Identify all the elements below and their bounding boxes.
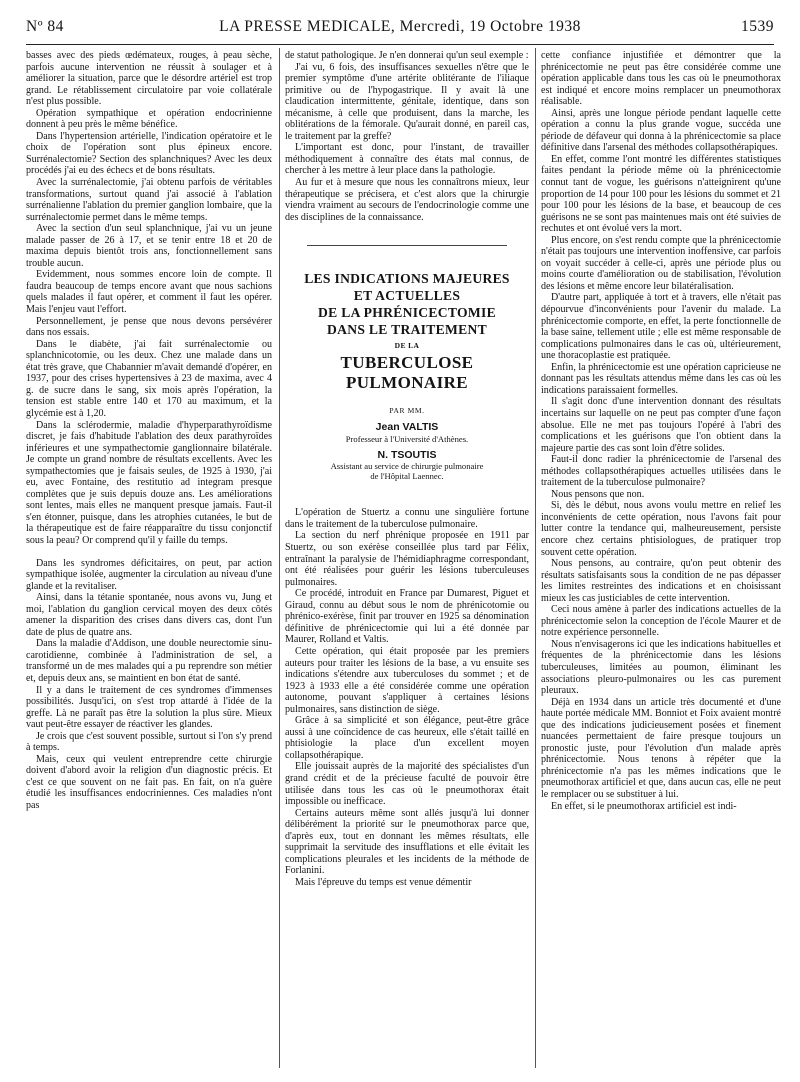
paragraph: Mais, ceux qui veulent entreprendre cette chirurgie doivent d'abord avoir la religion d'un diagnostic précis. Et c'est ce que souvent on ne fait pas. En fait, on n'a guère étudié les insuffisances endocriniennes. Ces maladies n'ont pas <box>26 753 272 811</box>
paragraph: Ainsi, dans la tétanie spontanée, nous avons vu, Jung et moi, l'ablation du ganglion cervical moyen des deux côtés amener la disparition des crises dans divers cas, dont l'un date de plus de quatre ans. <box>26 592 272 638</box>
paragraph: Je crois que c'est souvent possible, surtout si l'on s'y prend à temps. <box>26 730 272 754</box>
header-rule <box>26 44 774 45</box>
paragraph: Dans la sclérodermie, maladie d'hyperparathyroïdisme discret, je fais d'habitude l'ablation des deux parathyroïdes inférieures et une sympathectomie ganglionnaire bilatérale. Je compte un grand nombre de résultats excellents. Avec les sympathectomies que je faisais seules, de 1925 à 1930, j'ai eu, avec Fontaine, des restitutio ad integram presque complètes que je suis depuis douze ans. Les améliorations sont lentes, mais elles ne manquent presque jamais. Faut-il s'en étonner, puisque, dans les atrophies cutanées, le but de la thérapeutique est de faire réapparaître du tissu conjonctif sous la peau? Or comprend qu'il y faille du temps. <box>26 419 272 546</box>
column-2 <box>285 50 529 888</box>
paragraph: Plus encore, on s'est rendu compte que la phrénicectomie n'était pas toujours une intervention inoffensive, car parfois on voyait succéder à celle-ci, après une période plus ou moins courte d'amélioration ou de stabilisation, l'évolution des lésions et même encore leur bilatéralisation. <box>541 234 781 292</box>
column-3 <box>541 50 781 812</box>
paragraph: Elle jouissait auprès de la majorité des spécialistes d'un grand crédit et de la précieuse faculté de pouvoir être utilisée dans tous les cas où le pneumothorax était impossible ou inefficace. <box>285 761 529 808</box>
paragraph: L'opération de Stuertz a connu une singulière fortune dans le traitement de la tuberculose pulmonaire. <box>285 507 529 530</box>
author-affiliation: Professeur à l'Université d'Athènes. <box>345 433 469 444</box>
paragraph: Ce procédé, introduit en France par Dumarest, Piguet et Giraud, connu au début sous le nom de phrénicotomie ou phrénico-exérèse, finit par trouver en 1925 sa dénomination définitive de phrénicectomie qui lui a été donnée par Maurer, Rolland et Valtis. <box>285 588 529 646</box>
author-affiliation: Assistant au service de chirurgie pulmonaire <box>330 461 484 472</box>
paragraph: La section du nerf phrénique proposée en 1911 par Stuertz, ou son exérèse conseillée plus tard par Félix, entraînant la paralysie de l'hémidiaphragme correspondant, ont été réalisées pour guérir les lésions tuberculeuses pulmonaires. <box>285 530 529 588</box>
author-name: Jean VALTIS <box>375 421 439 434</box>
paragraph: Nous pensons que non. <box>551 488 645 500</box>
article-heading <box>285 245 529 481</box>
article-title-line: ET ACTUELLES <box>353 288 461 304</box>
paragraph: Faut-il donc radier la phrénicectomie de l'arsenal des méthodes collapsothérapiques actuelles utilisées dans le traitement de la tuberculose pulmonaire? <box>541 454 781 489</box>
paragraph: Opération sympathique et opération endocrinienne donnent à peu près le même bénéfice. <box>26 107 272 131</box>
paragraph: Il y a dans le traitement de ces syndromes d'immenses possibilités. Jusqu'ici, on s'est trop attardé à l'idée de la greffe. Là ne paraît pas être la solution la plus sûre. Mieux vaut peut-être essayer de réactiver les glandes. <box>26 684 272 731</box>
paragraph: Nous pensons, au contraire, qu'on peut obtenir des résultats satisfaisants sous la condition de ne pas dépasser les limites restreintes des indications et en choisissant mieux les cas justiciables de cette intervention. <box>541 558 781 604</box>
paragraph: Grâce à sa simplicité et son élégance, peut-être grâce aussi à une coïncidence de cas heureux, elle s'était taillé en phtisiologie la place d'un excellent moyen collapsothérapique. <box>285 715 529 761</box>
paragraph: Avec la surrénalectomie, j'ai obtenu parfois de véritables transformations, surtout quand j'ai associé à l'ablation surrénalienne l'ablation du premier ganglion lombaire, que la surrénalectomie permet dans le même temps. <box>26 177 272 223</box>
paragraph: Il s'agit donc d'une intervention donnant des résultats incertains sur laquelle on ne peut pas compter d'une façon absolue. Elle ne met pas toujours l'opéré à l'abri des complications et les guérisons que l'on obtient dans la majeure partie des cas sont loin d'être solides. <box>541 396 781 454</box>
paragraph: Ainsi, après une longue période pendant laquelle cette opération a connu la plus grande vogue, succéda une période de défaveur qui donna à la phrénicectomie sa place définitive dans l'arsenal des méthodes collapsothérapiques. <box>541 107 781 154</box>
paragraph: basses avec des pieds œdémateux, rouges, à peau sèche, parfois aucune intervention ne réussit à soulager et à améliorer la situation, parce que le désordre artériel est trop grand. Le rétablissement circulatoire par voie collatérale n'est plus possible. <box>26 50 272 108</box>
paragraph: Cette opération, qui était proposée par les premiers auteurs pour traiter les lésions de la base, a vu ensuite ses indications s'étendre aux tuberculoses du sommet ; et de 1923 à 1933 elle a été considérée comme une opération autonome, pouvant s'appliquer à certaines lésions pulmonaires, sans distinction de siège. <box>285 645 529 715</box>
page-number-right: 1539 <box>741 18 774 35</box>
paragraph: Certains auteurs même sont allés jusqu'à lui donner délibérément la priorité sur le pneumothorax parce que, d'après eux, tout en donnant les mêmes résultats, elle supprimait la servitude des insufflations et elle évitait les complications pleurales et les incidents de la méthode de Forlanini. <box>285 807 529 877</box>
paragraph: Dans les syndromes déficitaires, on peut, par action sympathique isolée, augmenter la circulation au niveau d'une glande et la revitaliser. <box>26 557 272 592</box>
paragraph: En effet, si le pneumothorax artificiel est indi- <box>551 800 737 812</box>
column-1 <box>26 50 272 812</box>
paragraph: Enfin, la phrénicectomie est une opération capricieuse ne donnant pas les résultats attendus même dans les cas où les indications paraissaient formelles. <box>541 361 781 396</box>
paragraph: En effet, comme l'ont montré les différentes statistiques faites pendant la période même où la phrénicectomie connut tant de vogue, les guérisons n'atteignirent qu'une proportion de 14 pour 100 pour les lésions du sommet et 21 pour 100 pour les lésions de la base, et beaucoup de ces guérisons ne se sont pas maintenues mais ont été suivies de rechutes et ont évolué vers la mort. <box>541 153 781 235</box>
column-divider <box>279 48 280 1068</box>
article-title-line: LES INDICATIONS MAJEURES <box>304 271 510 287</box>
article-title-connector: DE LA <box>394 341 420 351</box>
journal-title: LA PRESSE MEDICALE, Mercredi, 19 Octobre 1938 <box>219 18 581 35</box>
paragraph: Au fur et à mesure que nous les connaîtrons mieux, leur thérapeutique se précisera, et c'est alors que la chirurgie viendra vraiment au secours de l'endocrinologie comme une des disciplines de la connaissance. <box>285 177 529 223</box>
author-affiliation: de l'Hôpital Laennec. <box>370 471 444 482</box>
paragraph: cette confiance injustifiée et démontrer que la phrénicectomie ne peut pas être considérée comme une opération applicable dans tous les cas où le pneumothorax est indiqué et encore moins remplacer un pneumothorax réalisable. <box>541 50 781 108</box>
paragraph: J'ai vu, 6 fois, des insuffisances sexuelles n'être que le premier symptôme d'une artérite oblitérante de l'iliaque primitive ou de l'hypogastrique. Il y avait là une claudication intermittente, génitale, identique, dans son mécanisme, à celle que produisent, dans la marche, les oblitérations de la fémorale. Qu'aurait donné, en pareil cas, le traitement par la greffe? <box>285 61 529 142</box>
paragraph: D'autre part, appliquée à tort et à travers, elle n'était pas dépourvue d'inconvénients pour l'avenir du malade. La phrénicectomie comporte, en effet, la perte fonctionnelle de la base saine, tellement utile ; elle est même responsable de complications pulmonaires dans le cas où, ultérieurement, une thoracoplastie est pratiquée. <box>541 292 781 362</box>
article-main-title: TUBERCULOSE PULMONAIRE <box>340 352 474 392</box>
author-name: N. TSOUTIS <box>377 448 437 461</box>
paragraph: Evidemment, nous sommes encore loin de compte. Il faudra beaucoup de temps encore avant que nous sachions quels malades il faut opérer, et comment il faut les opérer. Mais l'enjeu vaut l'effort. <box>26 269 272 316</box>
paragraph: Mais l'épreuve du temps est venue démentir <box>295 876 472 888</box>
paragraph: Dans l'hypertension artérielle, l'indication opératoire et le choix de l'opération sont plus épineux encore. Surrénalectomie? Section des splanchniques? Avec les deux procédés j'ai eu des échecs et de bons résultats. <box>26 130 272 177</box>
paragraph: Déjà en 1934 dans un article très documenté et d'une haute portée médicale MM. Bonniot et Foix avaient montré que des indications judicieusement posées et finement nuancées permettaient de faire presque toujours un pronostic juste, pour l'évolution d'un malade après phrénicectomie. Nous tenons à répéter que la phrénicectomie n'a pas les mêmes indications que le pneumothorax artificiel et que, dans aucun cas, elle ne peut le remplacer ou se substituer à lui. <box>541 696 781 800</box>
paragraph: Dans la maladie d'Addison, une double neurectomie sinu-carotidienne, combinée à l'administration de sel, a transformé un de mes malades qui a pu reprendre son métier et, depuis deux ans, se maintient en bon état de santé. <box>26 638 272 684</box>
page-number-left: Nº 84 <box>26 18 64 35</box>
article-byline-intro: PAR MM. <box>389 405 425 415</box>
paragraph: Dans le diabète, j'ai fait surrénalectomie ou splanchnicotomie, ou les deux. Chez une malade dans un état très grave, que Chabannier m'avait demandé d'opérer, en 1937, pour des crises hypertensives à 23 de maxima, avec 4 g. de sucre dans le sang, six mois après l'opération, la tension est stable entre 140 et 170 au maximum, et la glycémie est à 1,20. <box>26 338 272 419</box>
article-separator <box>307 245 507 246</box>
paragraph: Ceci nous amène à parler des indications actuelles de la phrénicectomie selon la conception de l'école Maurer et de notre expérience personnelle. <box>541 604 781 639</box>
paragraph: Personnellement, je pense que nous devons persévérer dans nos essais. <box>26 315 272 339</box>
paragraph: Si, dès le début, nous avons voulu mettre en relief les inconvénients de cette opération, nous l'avons fait pour lutter contre la tendance qui, malheureusement, persiste encore chez certains phtisiologues, de pratiquer trop souvent cette opération. <box>541 500 781 558</box>
paragraph: Avec la section d'un seul splanchnique, j'ai vu un jeune malade passer de 26 à 17, et se tenir entre 18 et 20 de maxima depuis bientôt trois ans, fonctionnellement sans trouble aucun. <box>26 223 272 269</box>
page-header <box>26 18 774 40</box>
article-title-line: DANS LE TRAITEMENT <box>326 322 487 338</box>
paragraph: Nous n'envisagerons ici que les indications habituelles et fréquentes de la phrénicectomie dans les lésions tuberculeuses, limitées au poumon, éliminant les associations pleuro-pulmonaires ou les cas purement pleuraux. <box>541 638 781 697</box>
column-divider <box>535 48 536 1068</box>
paragraph: de statut pathologique. Je n'en donnerai qu'un seul exemple : <box>285 50 529 61</box>
paragraph: L'important est donc, pour l'instant, de travailler méthodiquement à connaître des états mal connus, de chercher à les mettre à leur place dans la pathologie. <box>285 142 529 177</box>
article-title-line: DE LA PHRÉNICECTOMIE <box>318 305 496 321</box>
